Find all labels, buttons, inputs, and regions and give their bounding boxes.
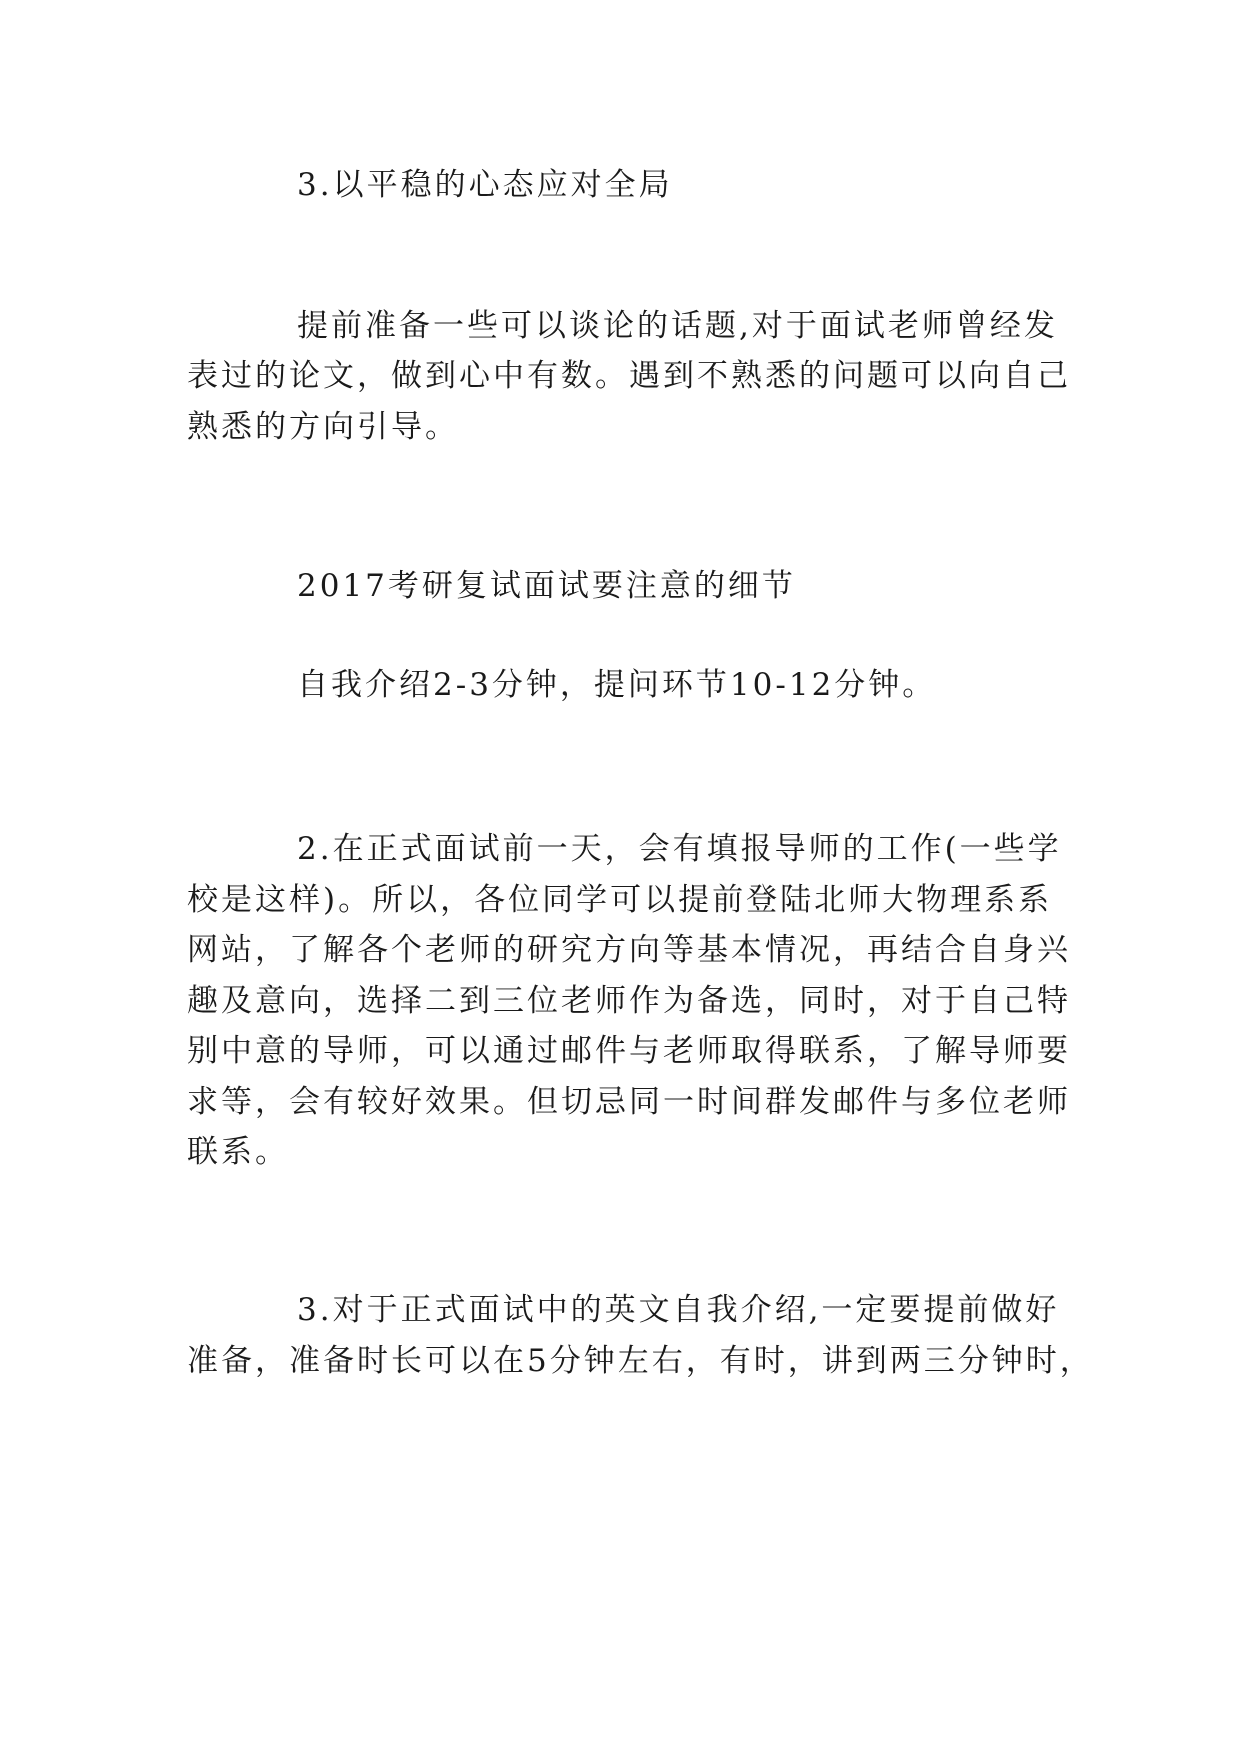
paragraph-line: 网站，了解各个老师的研究方向等基本情况，再结合自身兴	[187, 932, 1071, 968]
paragraph-line: 联系。	[187, 1134, 289, 1170]
paragraph-line: 别中意的导师，可以通过邮件与老师取得联系，了解导师要	[187, 1033, 1071, 1069]
paragraph-line: 校是这样)。所以，各位同学可以提前登陆北师大物理系系	[187, 882, 1053, 918]
paragraph-line: 准备，准备时长可以在5分钟左右，有时，讲到两三分钟时，	[187, 1343, 1094, 1379]
paragraph-line: 熟悉的方向引导。	[187, 409, 459, 445]
section-heading-details: 2017考研复试面试要注意的细节	[297, 568, 796, 604]
paragraph-line: 求等，会有较好效果。但切忌同一时间群发邮件与多位老师	[187, 1084, 1071, 1120]
paragraph-line: 3.对于正式面试中的英文自我介绍,一定要提前做好	[297, 1292, 1060, 1328]
section-heading-calm: 3.以平稳的心态应对全局	[297, 167, 673, 203]
paragraph-line: 自我介绍2-3分钟，提问环节10-12分钟。	[297, 667, 937, 703]
paragraph-line: 提前准备一些可以谈论的话题,对于面试老师曾经发	[297, 308, 1058, 344]
paragraph-line: 趣及意向，选择二到三位老师作为备选，同时，对于自己特	[187, 983, 1071, 1019]
paragraph-line: 表过的论文，做到心中有数。遇到不熟悉的问题可以向自己	[187, 358, 1071, 394]
paragraph-line: 2.在正式面试前一天，会有填报导师的工作(一些学	[297, 831, 1062, 867]
